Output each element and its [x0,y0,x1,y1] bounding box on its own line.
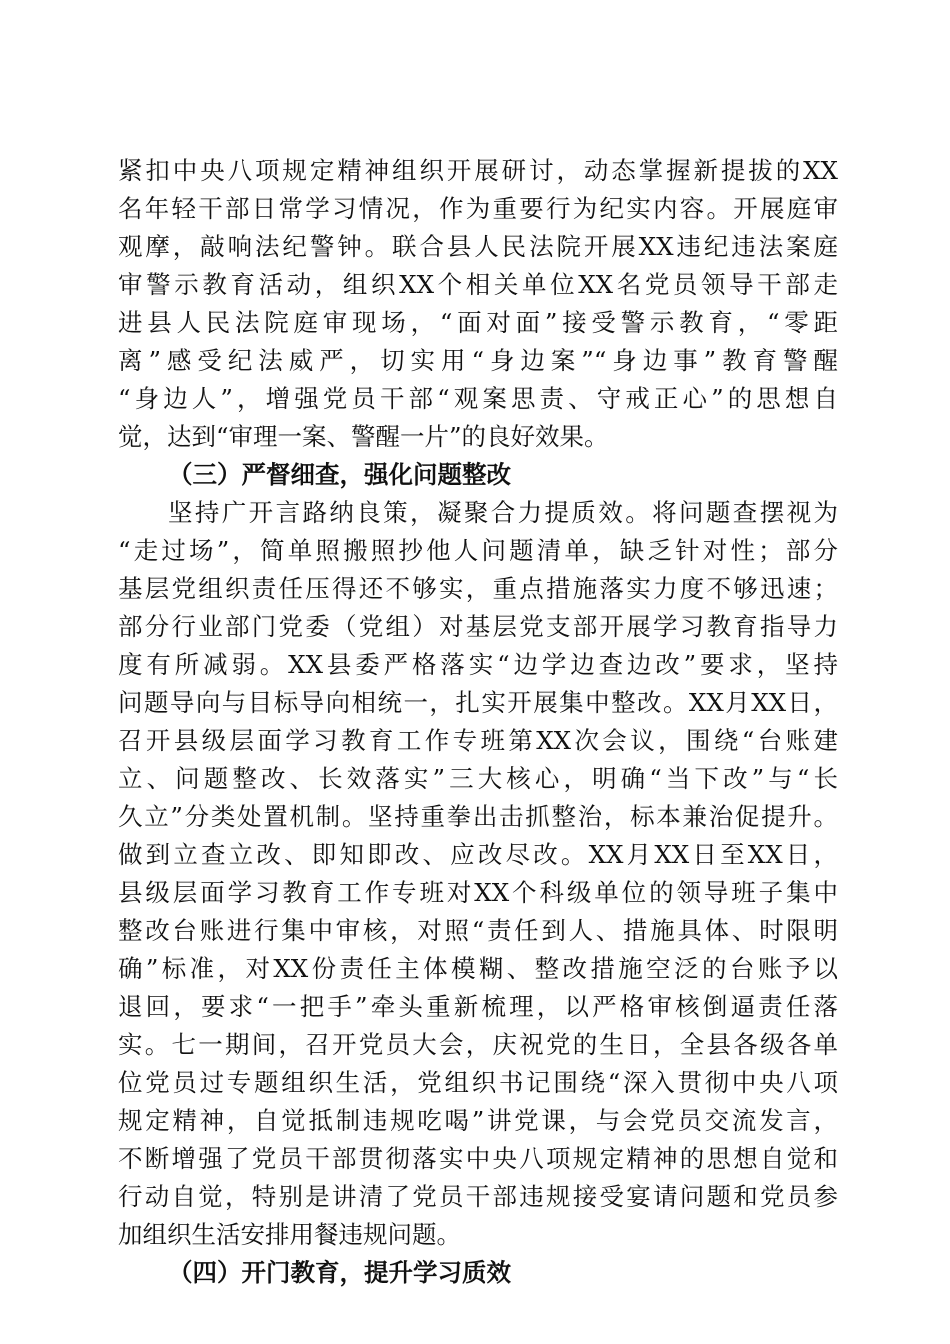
body-line-5: 度有所减弱。XX县委严格落实“边学边查边改”要求，坚持 [118,650,838,679]
body-line-20: 加组织生活安排用餐违规问题。 [118,1220,461,1249]
intro-line-6: 离”感受纪法威严，切实用“身边案”“身边事”教育警醒 [118,346,838,375]
body-line-10: 做到立查立改、即知即改、应改尽改。XX月XX日至XX日， [118,840,838,869]
body-line-1: 坚持广开言路纳良策，凝聚合力提质效。将问题查摆视为 [168,498,838,527]
body-line-8: 立、问题整改、长效落实”三大核心，明确“当下改”与“长 [118,764,838,793]
section-heading-4: （四）开门教育，提升学习质效 [168,1258,511,1287]
body-line-17: 规定精神，自觉抵制违规吃喝”讲党课，与会党员交流发言， [118,1106,838,1135]
body-line-11: 县级层面学习教育工作专班对XX个科级单位的领导班子集中 [118,878,838,907]
body-line-16: 位党员过专题组织生活，党组织书记围绕“深入贯彻中央八项 [118,1068,838,1097]
body-line-4: 部分行业部门党委（党组）对基层党支部开展学习教育指导力 [118,612,838,641]
body-line-14: 退回，要求“一把手”牵头重新梳理，以严格审核倒逼责任落 [118,992,838,1021]
body-line-19: 行动自觉，特别是讲清了党员干部违规接受宴请问题和党员参 [118,1182,838,1211]
body-line-7: 召开县级层面学习教育工作专班第XX次会议，围绕“台账建 [118,726,838,755]
intro-line-7: “身边人”，增强党员干部“观案思责、守戒正心”的思想自 [118,384,838,413]
intro-line-3: 观摩，敲响法纪警钟。联合县人民法院开展XX违纪违法案庭 [118,232,838,261]
body-line-15: 实。七一期间，召开党员大会，庆祝党的生日，全县各级各单 [118,1030,838,1059]
body-line-6: 问题导向与目标导向相统一，扎实开展集中整改。XX月XX日， [118,688,838,717]
section-heading-3: （三）严督细查，强化问题整改 [168,460,511,489]
intro-line-8: 觉，达到“审理一案、警醒一片”的良好效果。 [118,422,609,451]
intro-line-4: 审警示教育活动，组织XX个相关单位XX名党员领导干部走 [118,270,838,299]
body-line-13: 确”标准，对XX份责任主体模糊、整改措施空泛的台账予以 [118,954,838,983]
body-line-18: 不断增强了党员干部贯彻落实中央八项规定精神的思想自觉和 [118,1144,838,1173]
intro-line-1: 紧扣中央八项规定精神组织开展研讨，动态掌握新提拔的XX [118,156,838,185]
body-line-3: 基层党组织责任压得还不够实，重点措施落实力度不够迅速； [118,574,838,603]
body-line-9: 久立”分类处置机制。坚持重拳出击抓整治，标本兼治促提升。 [118,802,838,831]
intro-line-5: 进县人民法院庭审现场，“面对面”接受警示教育，“零距 [118,308,838,337]
intro-line-2: 名年轻干部日常学习情况，作为重要行为纪实内容。开展庭审 [118,194,838,223]
body-line-12: 整改台账进行集中审核，对照“责任到人、措施具体、时限明 [118,916,838,945]
body-line-2: “走过场”，简单照搬照抄他人问题清单，缺乏针对性；部分 [118,536,838,565]
